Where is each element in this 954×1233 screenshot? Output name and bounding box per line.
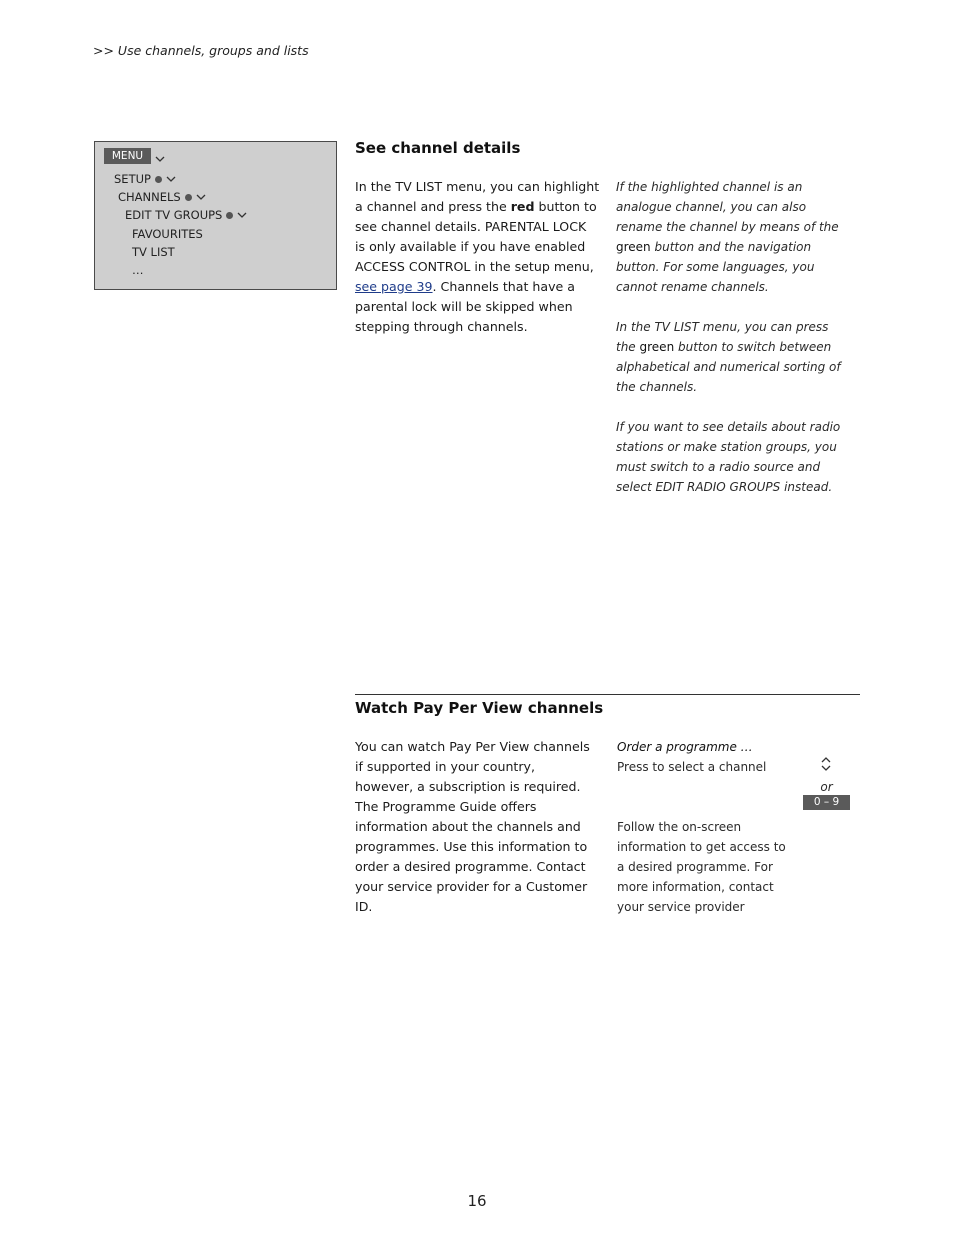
order-heading: Order a programme … bbox=[617, 740, 753, 754]
step-select-channel: Press to select a channel bbox=[617, 760, 767, 774]
note-text: In the TV LIST menu, you can press the bbox=[616, 320, 829, 354]
chevron-down-icon bbox=[237, 210, 247, 220]
menu-item-channels bbox=[118, 190, 206, 204]
note-text: If the highlighted channel is an analogue channel, you can also rename the channel by means of the bbox=[616, 180, 839, 234]
green-button-label: green bbox=[639, 340, 675, 354]
bullet-icon bbox=[226, 212, 233, 219]
breadcrumb: >> Use channels, groups and lists bbox=[93, 43, 309, 58]
menu-item-label: TV LIST bbox=[132, 245, 175, 259]
page-39-link[interactable]: see page 39 bbox=[355, 279, 433, 294]
bullet-icon bbox=[185, 194, 192, 201]
menu-diagram bbox=[94, 141, 337, 290]
channel-details-notes bbox=[616, 177, 851, 517]
menu-item-label: EDIT TV GROUPS bbox=[125, 208, 223, 222]
menu-item-label: CHANNELS bbox=[118, 190, 181, 204]
up-down-arrows-icon bbox=[820, 756, 832, 776]
body-text: In the TV LIST menu, you can highlight a channel and press the bbox=[355, 179, 600, 214]
body-text: . Channels that have a parental lock will be skipped when stepping through channels. bbox=[355, 279, 576, 334]
body-text: button to see channel details. PARENTAL LOCK is only available if you have enabled ACCESS CONTROL in the setup menu, bbox=[355, 199, 597, 274]
menu-item-setup bbox=[114, 172, 176, 186]
red-button-label: red bbox=[510, 199, 535, 214]
note-text: button to switch between alphabetical and numerical sorting of the channels. bbox=[616, 340, 841, 394]
number-keys-badge: 0 – 9 bbox=[803, 795, 850, 810]
menu-item-label: FAVOURITES bbox=[132, 227, 203, 241]
menu-item-favourites bbox=[132, 227, 203, 241]
chevron-down-icon bbox=[155, 154, 165, 164]
menu-item-tv-list bbox=[132, 245, 175, 259]
note-rename bbox=[616, 177, 851, 297]
section-title-channel-details: See channel details bbox=[355, 139, 521, 157]
menu-badge: MENU bbox=[104, 148, 151, 164]
note-text: button and the navigation button. For some languages, you cannot rename channels. bbox=[616, 240, 815, 294]
menu-item-label: SETUP bbox=[114, 172, 151, 186]
page-number: 16 bbox=[467, 1192, 487, 1210]
menu-item-label: … bbox=[132, 263, 144, 277]
section-divider bbox=[355, 694, 860, 695]
note-radio: If you want to see details about radio stations or make station groups, you must switch to a radio source and select EDIT RADIO GROUPS instead. bbox=[616, 420, 841, 494]
menu-item-more bbox=[132, 263, 144, 277]
channel-details-body bbox=[355, 177, 600, 337]
green-button-label: green bbox=[616, 240, 651, 254]
step-follow-instructions: Follow the on-screen information to get access to a desired programme. For more information, contact your service provider bbox=[617, 820, 786, 914]
pay-per-view-body: You can watch Pay Per View channels if supported in your country, however, a subscription is required. The Programme Guide offers information about the channels and programmes. Use this information to order a desired programme. Contact your service provider for a Customer ID. bbox=[355, 739, 590, 914]
chevron-down-icon bbox=[196, 192, 206, 202]
or-label: or bbox=[820, 780, 833, 794]
section-title-pay-per-view: Watch Pay Per View channels bbox=[355, 699, 604, 717]
chevron-down-icon bbox=[166, 174, 176, 184]
menu-item-edit-tv-groups bbox=[125, 208, 247, 222]
bullet-icon bbox=[155, 176, 162, 183]
note-sorting bbox=[616, 317, 851, 397]
